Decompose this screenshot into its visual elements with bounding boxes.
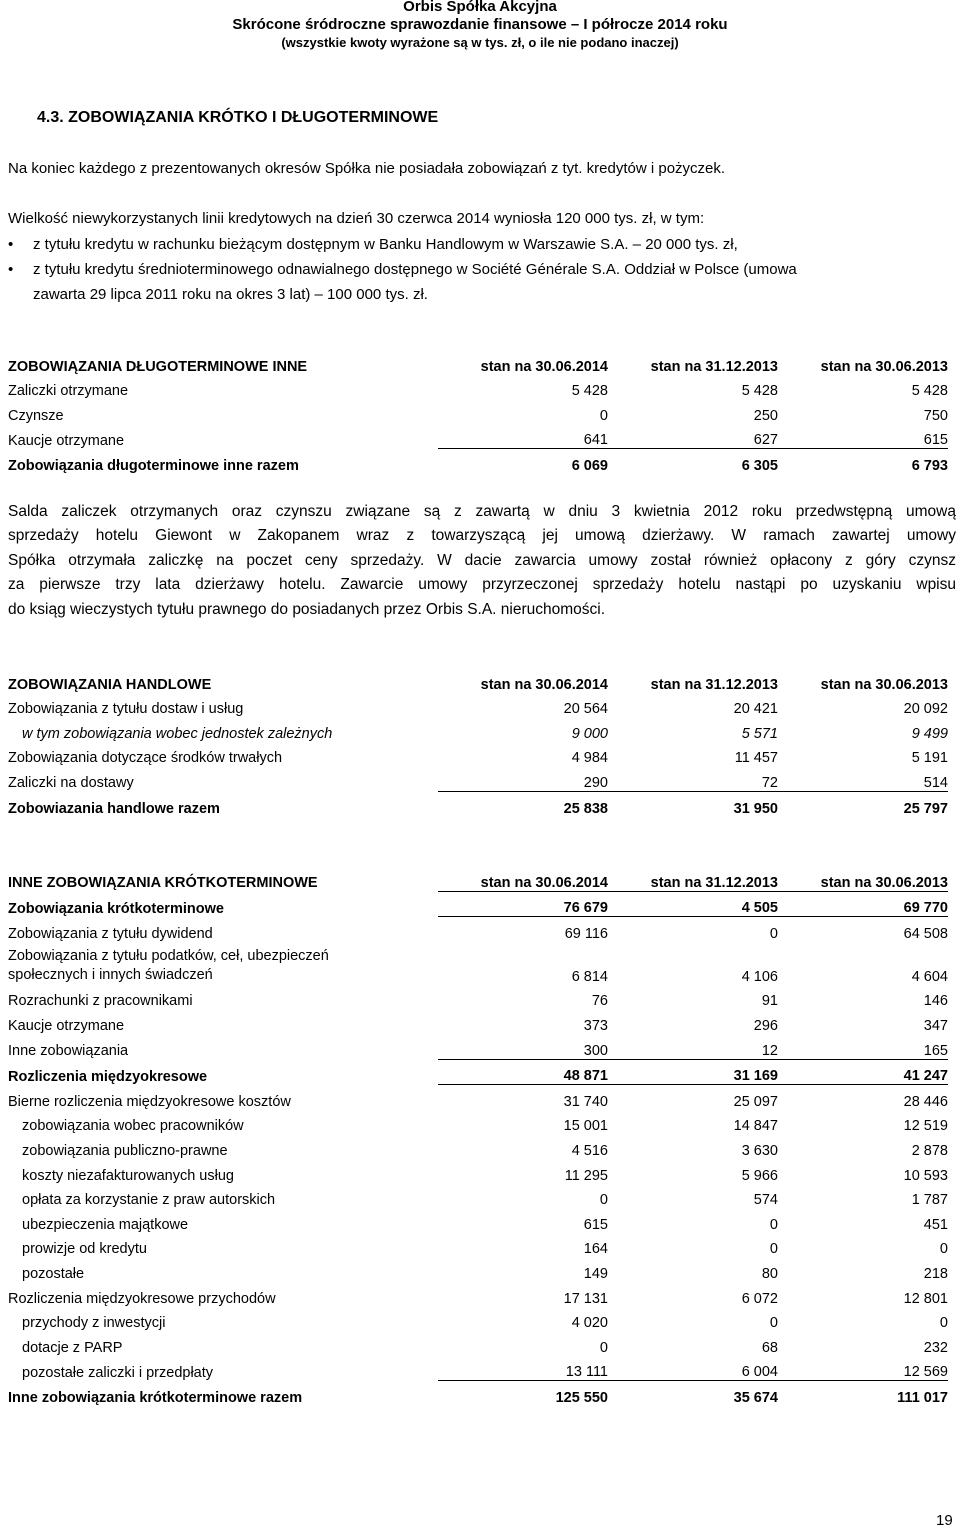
cell-value: 514 [778,766,948,791]
row-label: ubezpieczenia majątkowe [22,1216,189,1233]
column-header: stan na 31.12.2013 [650,358,778,375]
cell-value: 31 950 [733,800,778,817]
cell-value: 5 966 [741,1167,778,1184]
intro-paragraph-1: Na koniec każdego z prezentowanych okresów Spółka nie posiadała zobowiązań z tyt. kredytów i pożyczek. [8,160,726,177]
column-header: stan na 31.12.2013 [608,866,778,891]
bullet-icon: • [8,261,14,278]
intro-paragraph-2: Wielkość niewykorzystanych linii kredytowych na dzień 30 czerwca 2014 wyniosła 120 000 tys. zł, w tym: [8,210,705,227]
cell-value: 5 428 [571,383,608,400]
row-label: Inne zobowiązania [8,1043,129,1060]
cell-value: 20 421 [733,701,778,718]
row-label: Zobowiązania dotyczące środków trwałych [8,750,283,767]
cell-value: 4 020 [571,1315,608,1332]
row-label: opłata za korzystanie z praw autorskich [22,1192,276,1209]
cell-value: 12 [608,1034,778,1059]
other-short-term-liabilities-table [8,866,948,1406]
cell-value: 1 787 [911,1192,948,1209]
row-label: Zobowiązania długoterminowe inne razem [8,457,299,474]
cell-value: 76 679 [438,891,608,917]
cell-value: 6 305 [741,457,778,474]
cell-value: 17 131 [563,1290,608,1307]
cell-value: 373 [583,1017,608,1034]
cell-value: 0 [599,1339,608,1356]
cell-value: 4 984 [571,750,608,767]
cell-value: 69 770 [778,891,948,917]
cell-value: 0 [599,407,608,424]
cell-value: 641 [438,424,608,449]
cell-value: 347 [923,1017,948,1034]
table-row [8,1233,948,1258]
cell-value: 296 [753,1017,778,1034]
cell-value: 10 593 [903,1167,948,1184]
cell-value: 80 [761,1265,778,1282]
cell-value: 12 519 [903,1118,948,1135]
cell-value: 6 069 [571,457,608,474]
cell-value: 91 [761,993,778,1010]
row-label: pozostałe [22,1265,85,1282]
cell-value: 14 847 [733,1118,778,1135]
row-label: Zobowiązania z tytułu dostaw i usług [8,701,244,718]
table-row [8,1009,948,1034]
cell-value: 6 814 [571,968,608,985]
table-row [8,985,948,1010]
bullet-text: zawarta 29 lipca 2011 roku na okres 3 lat) – 100 000 tys. zł. [33,286,428,303]
table-row [8,693,948,718]
table-row [8,717,948,742]
report-title: Skrócone śródroczne sprawozdanie finansowe – I półrocze 2014 roku [232,16,728,33]
table-row [8,375,948,400]
row-label: Rozliczenia międzyokresowe [8,1068,208,1085]
column-header: stan na 30.06.2013 [820,358,948,375]
table-row [8,1331,948,1356]
paragraph-line: za pierwsze trzy lata dzierżawy hotelu. Zawarcie umowy przyrzeczonej sprzedaży hotelu nastąpi po uzyskaniu wpisu [8,576,956,594]
cell-value: 0 [939,1241,948,1258]
cell-value: 165 [778,1034,948,1059]
row-label: Rozliczenia międzyokresowe przychodów [8,1290,276,1307]
table-row [8,1257,948,1282]
cell-value: 25 838 [563,800,608,817]
row-label: Rozrachunki z pracownikami [8,993,193,1010]
section-title: 4.3. ZOBOWIĄZANIA KRÓTKO I DŁUGOTERMINOWE [37,109,439,126]
table-row [8,1034,948,1059]
cell-value: 48 871 [438,1059,608,1085]
bullet-icon: • [8,236,14,253]
cell-value: 2 878 [911,1142,948,1159]
cell-value: 15 001 [563,1118,608,1135]
cell-value: 615 [778,424,948,449]
row-label: prowizje od kredytu [22,1241,147,1258]
row-label [8,942,438,985]
row-label: dotacje z PARP [22,1339,123,1356]
table-row [8,1184,948,1209]
row-label: Zaliczki otrzymane [8,383,129,400]
cell-value: 125 550 [555,1389,608,1406]
table-row [8,399,948,424]
cell-value: 111 017 [897,1389,948,1406]
cell-value: 149 [583,1265,608,1282]
cell-value: 68 [761,1339,778,1356]
table-row [8,424,948,449]
cell-value: 218 [923,1265,948,1282]
table-title: ZOBOWIĄZANIA HANDLOWE [8,676,212,693]
cell-value: 20 564 [563,701,608,718]
cell-value: 5 191 [911,750,948,767]
cell-value: 5 428 [741,383,778,400]
row-label-line: Zobowiązania z tytułu podatków, ceł, ubezpieczeń [8,947,329,964]
cell-value: 9 000 [571,725,608,742]
cell-value: 69 116 [564,925,608,942]
row-label: Kaucje otrzymane [8,432,125,449]
row-label: koszty niezafakturowanych usług [22,1167,234,1184]
cell-value: 12 801 [903,1290,948,1307]
column-header: stan na 30.06.2014 [480,676,608,693]
explanation-paragraph [8,500,956,622]
cell-value: 20 092 [903,701,948,718]
cell-value: 12 569 [778,1356,948,1381]
row-label: Zaliczki na dostawy [8,775,134,792]
row-label: Czynsze [8,407,64,424]
trade-liabilities-table [8,668,948,817]
table-row [8,766,948,791]
total-row [8,449,948,474]
table-row [8,1110,948,1135]
cell-value: 41 247 [778,1059,948,1085]
paragraph-line: Salda zaliczek otrzymanych oraz czynszu związane są z zawartą w dniu 3 kwietnia 2012 roku przedwstępną umową [8,503,956,520]
row-label: Zobowiazania handlowe razem [8,800,220,817]
table-title: ZOBOWIĄZANIA DŁUGOTERMINOWE INNE [8,358,308,375]
table-row [8,1134,948,1159]
total-row [8,1381,948,1406]
cell-value: 290 [438,766,608,791]
row-label: Zobowiązania z tytułu dywidend [8,925,213,942]
cell-value: 35 674 [733,1389,778,1406]
cell-value: 615 [583,1216,608,1233]
cell-value: 11 295 [564,1167,608,1184]
column-header: stan na 30.06.2013 [778,866,948,891]
cell-value: 164 [583,1241,608,1258]
paragraph-line: Spółka otrzymała zaliczkę na poczet ceny sprzedaży. W dacie zawarcia umowy został również opłacony z góry czynsz [8,551,956,569]
total-row [8,791,948,816]
cell-value: 25 097 [733,1093,778,1110]
cell-value: 28 446 [903,1093,948,1110]
cell-value: 250 [753,407,778,424]
column-header: stan na 31.12.2013 [650,676,778,693]
table-row [8,1159,948,1184]
long-term-liabilities-table [8,350,948,474]
cell-value: 72 [608,766,778,791]
paragraph-line: sprzedaży hotelu Giewont w Zakopanem wraz z towarzyszącą jej umową dzierżawy. W ramach zawartej umowy [8,527,956,545]
cell-value: 0 [769,1315,778,1332]
cell-value: 76 [591,993,608,1010]
table-row [8,942,948,985]
cell-value: 4 516 [571,1142,608,1159]
cell-value: 6 004 [608,1356,778,1381]
cell-value: 4 106 [741,968,778,985]
row-label: pozostałe zaliczki i przedpłaty [22,1364,214,1381]
cell-value: 31 169 [608,1059,778,1085]
row-label: zobowiązania publiczno-prawne [22,1142,228,1159]
cell-value: 6 793 [911,457,948,474]
cell-value: 5 428 [911,383,948,400]
table-row [8,1307,948,1332]
cell-value: 64 508 [903,925,948,942]
row-label: Inne zobowiązania krótkoterminowe razem [8,1389,303,1406]
table-row [8,742,948,767]
paragraph-line: do ksiąg wieczystych tytułu prawnego do posiadanych przez Orbis S.A. nieruchomości. [8,600,606,618]
cell-value: 750 [923,407,948,424]
company-name: Orbis Spółka Akcyjna [403,0,557,15]
amounts-note: (wszystkie kwoty wyrażone są w tys. zł, o ile nie podano inaczej) [281,35,679,50]
row-label: zobowiązania wobec pracowników [22,1118,244,1135]
bullet-text: z tytułu kredytu w rachunku bieżącym dostępnym w Banku Handlowym w Warszawie S.A. – 20 000 tys. zł, [33,236,738,253]
cell-value: 5 571 [741,725,778,742]
cell-value: 0 [769,925,778,942]
page-number: 19 [936,1512,953,1529]
column-header: stan na 30.06.2013 [820,676,948,693]
cell-value: 4 604 [911,968,948,985]
row-label: Zobowiązania krótkoterminowe [8,900,224,917]
column-header: stan na 30.06.2014 [480,358,608,375]
cell-value: 13 111 [438,1356,608,1381]
table-row [8,1282,948,1307]
table-row [8,1356,948,1381]
row-label: Bierne rozliczenia międzyokresowe kosztów [8,1093,291,1110]
cell-value: 451 [923,1216,948,1233]
cell-value: 3 630 [741,1142,778,1159]
cell-value: 6 072 [741,1290,778,1307]
cell-value: 11 457 [734,750,778,767]
cell-value: 0 [939,1315,948,1332]
cell-value: 25 797 [903,800,948,817]
row-label: przychody z inwestycji [22,1315,166,1332]
table-row [8,1208,948,1233]
cell-value: 0 [769,1241,778,1258]
cell-value: 232 [923,1339,948,1356]
table-row [8,891,948,917]
cell-value: 0 [599,1192,608,1209]
cell-value: 4 505 [608,891,778,917]
table-row [8,1059,948,1085]
cell-value: 627 [608,424,778,449]
table-title: INNE ZOBOWIĄZANIA KRÓTKOTERMINOWE [8,875,318,892]
cell-value: 574 [753,1192,778,1209]
row-label: Kaucje otrzymane [8,1017,125,1034]
table-row [8,917,948,942]
cell-value: 31 740 [563,1093,608,1110]
row-label: w tym zobowiązania wobec jednostek zależnych [22,725,333,742]
cell-value: 300 [438,1034,608,1059]
column-header: stan na 30.06.2014 [438,866,608,891]
bullet-text: z tytułu kredytu średnioterminowego odnawialnego dostępnego w Société Générale S.A. Oddział w Polsce (umowa [33,261,797,278]
table-row [8,1085,948,1110]
cell-value: 9 499 [911,725,948,742]
row-label-line: społecznych i innych świadczeń [8,966,213,983]
cell-value: 0 [769,1216,778,1233]
cell-value: 146 [923,993,948,1010]
